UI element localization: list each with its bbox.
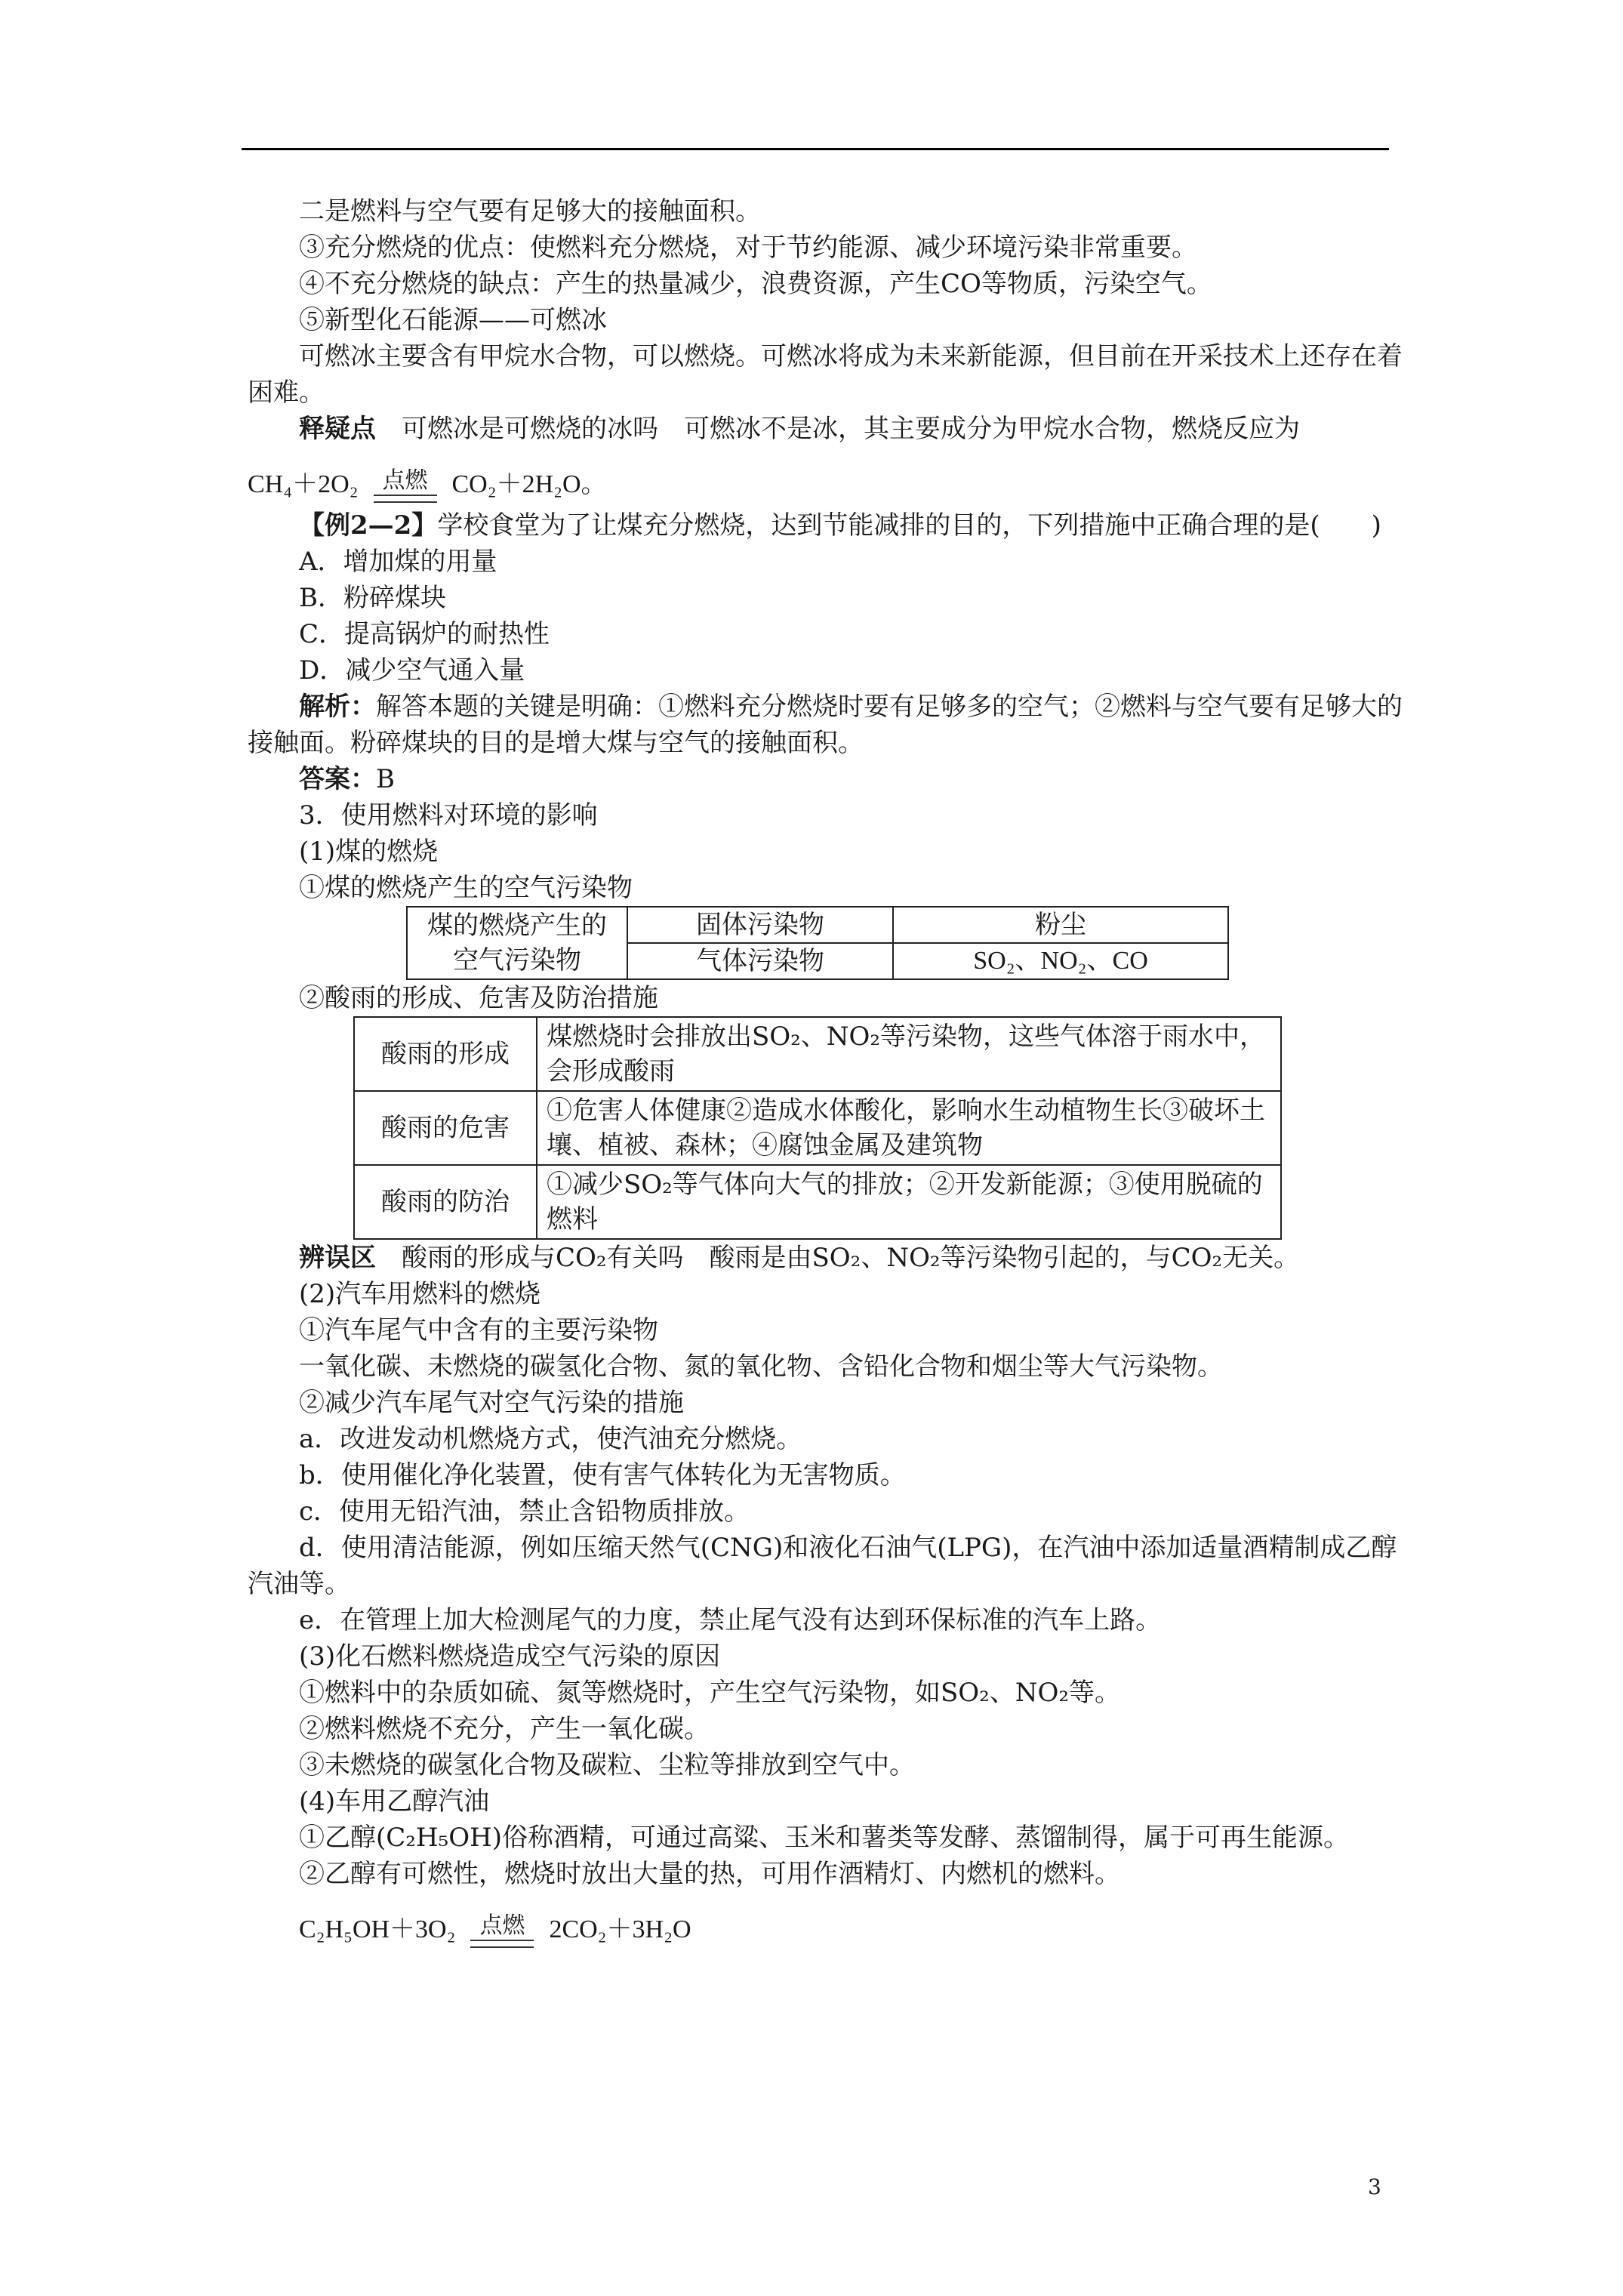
- equals-rule: [470, 1940, 534, 1948]
- document-body: [248, 193, 1403, 1948]
- text-paragraph: ①乙醇(C₂H₅OH)俗称酒精，可通过高粱、玉米和薯类等发酵、蒸馏制得，属于可再生能源。: [299, 1823, 1349, 1853]
- analysis: [248, 689, 1403, 761]
- example-question: [248, 507, 1403, 544]
- condition-label: 点燃: [382, 467, 428, 494]
- text-line: ③充分燃烧的优点：使燃料充分燃烧，对于节约能源、减少环境污染非常重要。: [299, 233, 1197, 263]
- measure-item: b．使用催化净化装置，使有害气体转化为无害物质。: [299, 1460, 906, 1490]
- subsection-heading: (3)化石燃料燃烧造成空气污染的原因: [299, 1641, 721, 1672]
- equation-methane: [248, 447, 1403, 503]
- table-row-header: 酸雨的防治: [354, 1165, 537, 1239]
- clarification-label: 释疑点: [299, 414, 376, 444]
- text-line: ③未燃烧的碳氢化合物及碳粒、尘粒等排放到空气中。: [299, 1750, 915, 1780]
- text-line: ②减少汽车尾气对空气污染的措施: [299, 1388, 684, 1418]
- equation-left: C₂H₅OH＋3O₂: [299, 1915, 456, 1943]
- option-a: A．增加煤的用量: [299, 547, 497, 577]
- answer-label: 答案：: [299, 764, 376, 794]
- text-line: ⑤新型化石能源——可燃冰: [299, 305, 607, 335]
- section-heading: 3．使用燃料对环境的影响: [299, 800, 598, 831]
- subsection-heading: (1)煤的燃烧: [299, 837, 439, 867]
- equation-ethanol: [248, 1892, 1403, 1948]
- text-line: ①燃料中的杂质如硫、氮等燃烧时，产生空气污染物，如SO₂、NO₂等。: [299, 1678, 1121, 1708]
- text-line: ②燃料燃烧不充分，产生一氧化碳。: [299, 1714, 710, 1744]
- reaction-condition: [374, 469, 437, 503]
- table-row-header: 酸雨的危害: [354, 1091, 537, 1165]
- text-line: ①汽车尾气中含有的主要污染物: [299, 1315, 658, 1345]
- table-cell: 气体污染物: [627, 943, 893, 979]
- example-title: 【例2—2】: [299, 510, 438, 541]
- equals-rule: [374, 495, 437, 503]
- equation-right: CO₂＋2H₂O。: [451, 470, 607, 498]
- equation-right: 2CO₂＋3H₂O: [549, 1915, 691, 1943]
- table-cell: ①减少SO₂等气体向大气的排放；②开发新能源；③使用脱硫的燃料: [537, 1165, 1281, 1239]
- misconception-text: 酸雨的形成与CO₂有关吗 酸雨是由SO₂、NO₂等污染物引起的，与CO₂无关。: [402, 1243, 1300, 1273]
- misconception-label: 辨误区: [299, 1243, 376, 1273]
- option-b: B．粉碎煤块: [299, 583, 446, 613]
- measure-item: e．在管理上加大检测尾气的力度，禁止尾气没有达到环保标准的汽车上路。: [299, 1605, 1162, 1635]
- option-d: D．减少空气通入量: [299, 655, 525, 686]
- table-row-header: 煤的燃烧产生的空气污染物: [407, 907, 627, 979]
- header-rule: [242, 148, 1389, 150]
- table-row-header: 酸雨的形成: [354, 1017, 537, 1091]
- table-row: [354, 1017, 1281, 1091]
- reaction-condition: [470, 1914, 534, 1948]
- page-number: 3: [1368, 2174, 1381, 2199]
- answer-value: B: [376, 764, 395, 794]
- text-line: ④不充分燃烧的缺点：产生的热量减少，浪费资源，产生CO等物质，污染空气。: [299, 269, 1212, 299]
- table-row: [354, 1091, 1281, 1165]
- analysis-text: 解答本题的关键是明确：①燃料充分燃烧时要有足够多的空气；②燃料与空气要有足够大的接触面。粉碎煤块的目的是增大煤与空气的接触面积。: [248, 692, 1403, 758]
- text-line: ②酸雨的形成、危害及防治措施: [299, 983, 658, 1013]
- table-cell: 粉尘: [893, 907, 1228, 943]
- table-row: [354, 1165, 1281, 1239]
- table-cell: ①危害人体健康②造成水体酸化，影响水生动植物生长③破坏土壤、植被、森林；④腐蚀金属及建筑物: [537, 1091, 1281, 1165]
- text-line: 一氧化碳、未燃烧的碳氢化合物、氮的氧化物、含铅化合物和烟尘等大气污染物。: [299, 1351, 1223, 1382]
- text-line: ②乙醇有可燃性，燃烧时放出大量的热，可用作酒精灯、内燃机的燃料。: [299, 1859, 1120, 1889]
- condition-label: 点燃: [479, 1912, 525, 1939]
- pollutants-table: [406, 906, 1229, 980]
- clarification-paragraph: [248, 411, 1403, 447]
- table-cell: 固体污染物: [627, 907, 893, 943]
- measure-item: c．使用无铅汽油，禁止含铅物质排放。: [299, 1496, 750, 1527]
- text-line: ①煤的燃烧产生的空气污染物: [299, 873, 633, 903]
- measure-item: d．使用清洁能源，例如压缩天然气(CNG)和液化石油气(LPG)，在汽油中添加适量酒精制成乙醇汽油等。: [248, 1533, 1397, 1599]
- option-c: C．提高锅炉的耐热性: [299, 619, 550, 649]
- subsection-heading: (2)汽车用燃料的燃烧: [299, 1279, 541, 1309]
- clarification-text: 可燃冰是可燃烧的冰吗 可燃冰不是冰，其主要成分为甲烷水合物，燃烧反应为: [402, 414, 1300, 444]
- example-text: 学校食堂为了让煤充分燃烧，达到节能减排的目的，下列措施中正确合理的是( ): [437, 510, 1381, 541]
- table-row: [407, 907, 1228, 943]
- analysis-label: 解析：: [299, 692, 376, 722]
- acid-rain-table: [353, 1016, 1282, 1240]
- text-paragraph: 可燃冰主要含有甲烷水合物，可以燃烧。可燃冰将成为未来新能源，但目前在开采技术上还存在着困难。: [248, 341, 1403, 408]
- misconception-paragraph: [248, 1240, 1403, 1276]
- subsection-heading: (4)车用乙醇汽油: [299, 1786, 490, 1817]
- answer: [248, 761, 1403, 797]
- measure-item: a．改进发动机燃烧方式，使汽油充分燃烧。: [299, 1424, 802, 1454]
- equation-left: CH₄＋2O₂: [248, 470, 359, 498]
- table-cell: 煤燃烧时会排放出SO₂、NO₂等污染物，这些气体溶于雨水中，会形成酸雨: [537, 1017, 1281, 1091]
- table-cell: SO₂、NO₂、CO: [893, 943, 1228, 979]
- text-line: 二是燃料与空气要有足够大的接触面积。: [299, 196, 761, 227]
